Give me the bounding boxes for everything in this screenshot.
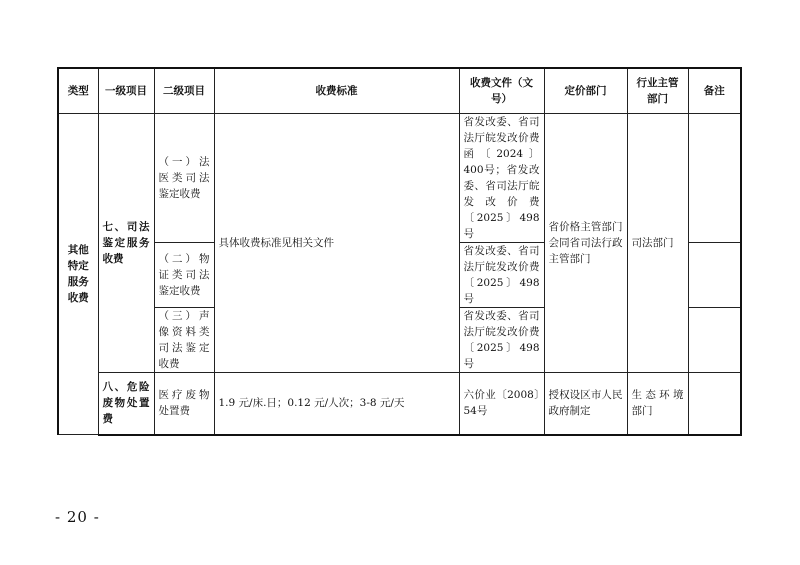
doc-cell: 省发改委、省司法厅皖发改价费函〔2024〕400号；省发改委、省司法厅皖发改价费〔2025〕498号 xyxy=(459,114,544,243)
page-number: - 20 - xyxy=(55,508,100,526)
header-type: 类型 xyxy=(58,68,98,114)
table-row xyxy=(58,373,741,435)
level2-cell-8: 医疗废物处置费 xyxy=(154,373,214,435)
header-doc: 收费文件（文号） xyxy=(459,68,544,114)
level1-cell-8: 八、危险废物处置费 xyxy=(98,373,154,435)
header-level1: 一级项目 xyxy=(98,68,154,114)
table-row xyxy=(58,114,741,243)
header-industry-dept: 行业主管部门 xyxy=(627,68,688,114)
doc-cell: 省发改委、省司法厅皖发改价费〔2025〕498号 xyxy=(459,243,544,308)
category-cell: 其他特定服务收费 xyxy=(58,114,98,435)
note-cell xyxy=(688,308,741,373)
level2-cell: （一）法医类司法鉴定收费 xyxy=(154,114,214,243)
level2-cell: （二）物证类司法鉴定收费 xyxy=(154,243,214,308)
note-cell xyxy=(688,373,741,435)
doc-cell-8: 六价业〔2008〕54号 xyxy=(459,373,544,435)
header-row xyxy=(58,68,741,114)
header-level2: 二级项目 xyxy=(154,68,214,114)
industry-dept-cell-8: 生态环境部门 xyxy=(627,373,688,435)
industry-dept-cell-7: 司法部门 xyxy=(627,114,688,373)
standard-cell-8: 1.9 元/床.日；0.12 元/人次；3-8 元/天 xyxy=(214,373,459,435)
level2-cell: （三）声像资料类司法鉴定收费 xyxy=(154,308,214,373)
fee-table xyxy=(57,67,742,436)
header-standard: 收费标准 xyxy=(214,68,459,114)
note-cell xyxy=(688,114,741,243)
pricing-dept-cell-7: 省价格主管部门会同省司法行政主管部门 xyxy=(544,114,627,373)
standard-cell-7: 具体收费标准见相关文件 xyxy=(214,114,459,373)
doc-cell: 省发改委、省司法厅皖发改价费〔2025〕498号 xyxy=(459,308,544,373)
pricing-dept-cell-8: 授权设区市人民政府制定 xyxy=(544,373,627,435)
level1-cell-7: 七、司法鉴定服务收费 xyxy=(98,114,154,373)
header-note: 备注 xyxy=(688,68,741,114)
header-pricing-dept: 定价部门 xyxy=(544,68,627,114)
note-cell xyxy=(688,243,741,308)
